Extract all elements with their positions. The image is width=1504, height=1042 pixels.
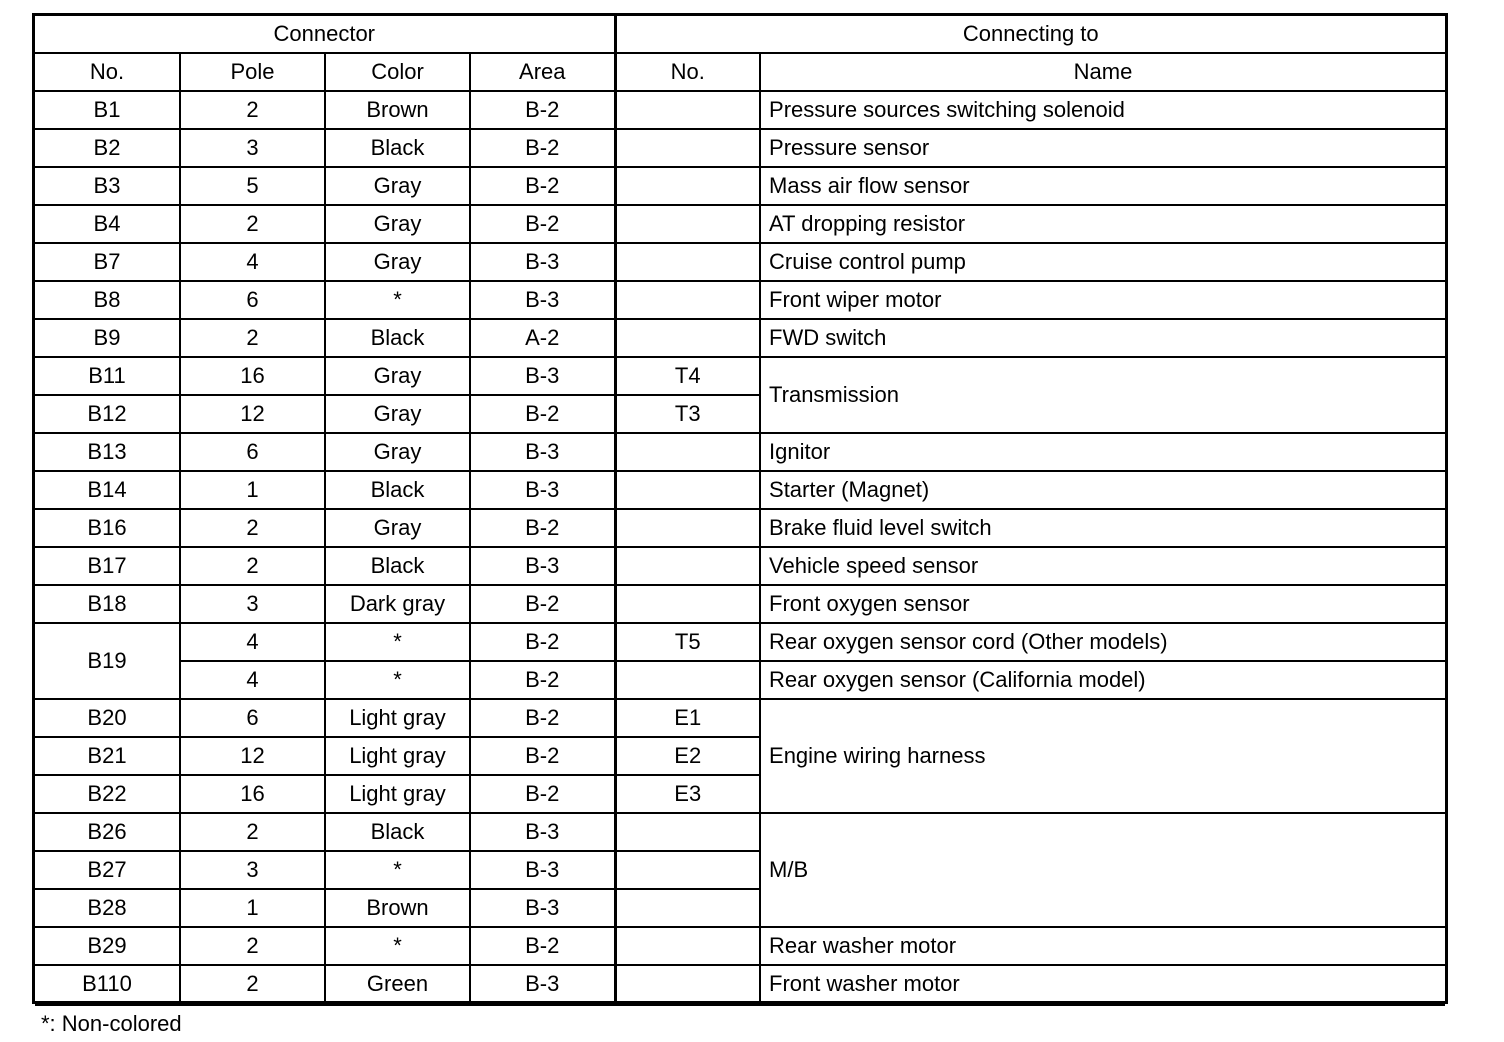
cell-color: * <box>325 623 470 661</box>
cell-color: Black <box>325 129 470 167</box>
cell-pole: 6 <box>180 433 325 471</box>
header-column-row <box>35 53 1445 91</box>
cell-pole: 3 <box>180 585 325 623</box>
cell-pole: 5 <box>180 167 325 205</box>
cell-no: B11 <box>35 357 180 395</box>
cell-no: B110 <box>35 965 180 1003</box>
cell-conn-no <box>615 661 760 699</box>
cell-color: Gray <box>325 243 470 281</box>
table-row <box>35 585 1445 623</box>
header-color: Color <box>325 53 470 91</box>
table-row <box>35 357 1445 395</box>
cell-color: * <box>325 281 470 319</box>
cell-conn-no <box>615 889 760 927</box>
cell-pole: 2 <box>180 547 325 585</box>
cell-conn-no: E2 <box>615 737 760 775</box>
cell-color: Brown <box>325 889 470 927</box>
cell-no: B12 <box>35 395 180 433</box>
cell-no: B18 <box>35 585 180 623</box>
cell-name: Front wiper motor <box>760 281 1445 319</box>
cell-name: Starter (Magnet) <box>760 471 1445 509</box>
cell-pole: 16 <box>180 775 325 813</box>
cell-no: B22 <box>35 775 180 813</box>
cell-no: B1 <box>35 91 180 129</box>
cell-conn-no <box>615 471 760 509</box>
table-row <box>35 927 1445 965</box>
cell-pole: 12 <box>180 737 325 775</box>
cell-color: * <box>325 927 470 965</box>
cell-area: B-2 <box>470 509 615 547</box>
cell-conn-no <box>615 585 760 623</box>
cell-pole: 3 <box>180 851 325 889</box>
cell-conn-no <box>615 813 760 851</box>
cell-conn-no <box>615 243 760 281</box>
header-no: No. <box>35 53 180 91</box>
cell-pole: 6 <box>180 281 325 319</box>
cell-conn-no <box>615 547 760 585</box>
cell-conn-no: E3 <box>615 775 760 813</box>
footnote: *: Non-colored <box>35 1004 1445 1040</box>
cell-name: Transmission <box>760 357 1445 433</box>
cell-name: Cruise control pump <box>760 243 1445 281</box>
cell-area: B-2 <box>470 129 615 167</box>
cell-area: B-2 <box>470 91 615 129</box>
cell-no: B7 <box>35 243 180 281</box>
table-row <box>35 965 1445 1003</box>
cell-conn-no: T4 <box>615 357 760 395</box>
cell-conn-no <box>615 91 760 129</box>
cell-no: B13 <box>35 433 180 471</box>
cell-name: Front oxygen sensor <box>760 585 1445 623</box>
cell-pole: 1 <box>180 889 325 927</box>
table-row <box>35 167 1445 205</box>
cell-name: AT dropping resistor <box>760 205 1445 243</box>
cell-color: Dark gray <box>325 585 470 623</box>
cell-color: Black <box>325 547 470 585</box>
cell-area: B-2 <box>470 737 615 775</box>
cell-pole: 2 <box>180 509 325 547</box>
cell-no: B14 <box>35 471 180 509</box>
cell-pole: 2 <box>180 319 325 357</box>
cell-conn-no <box>615 433 760 471</box>
cell-area: B-2 <box>470 699 615 737</box>
table-row <box>35 319 1445 357</box>
cell-conn-no <box>615 281 760 319</box>
cell-pole: 2 <box>180 965 325 1003</box>
cell-pole: 4 <box>180 243 325 281</box>
header-pole: Pole <box>180 53 325 91</box>
cell-no: B8 <box>35 281 180 319</box>
table-row <box>35 623 1445 661</box>
cell-pole: 4 <box>180 623 325 661</box>
cell-pole: 12 <box>180 395 325 433</box>
cell-no: B28 <box>35 889 180 927</box>
cell-area: B-3 <box>470 851 615 889</box>
cell-conn-no: T3 <box>615 395 760 433</box>
cell-area: B-3 <box>470 471 615 509</box>
cell-name: Engine wiring harness <box>760 699 1445 813</box>
header-connecting-to: Connecting to <box>615 16 1445 53</box>
cell-area: B-2 <box>470 623 615 661</box>
table-row <box>35 205 1445 243</box>
cell-no: B19 <box>35 623 180 699</box>
table-row <box>35 129 1445 167</box>
table-row <box>35 281 1445 319</box>
cell-area: B-3 <box>470 547 615 585</box>
cell-conn-no <box>615 851 760 889</box>
cell-conn-no <box>615 927 760 965</box>
cell-pole: 4 <box>180 661 325 699</box>
cell-no: B2 <box>35 129 180 167</box>
cell-color: * <box>325 851 470 889</box>
cell-no: B9 <box>35 319 180 357</box>
table-row <box>35 243 1445 281</box>
cell-name: Ignitor <box>760 433 1445 471</box>
cell-color: Black <box>325 471 470 509</box>
cell-name: Pressure sensor <box>760 129 1445 167</box>
cell-no: B3 <box>35 167 180 205</box>
cell-area: A-2 <box>470 319 615 357</box>
header-area: Area <box>470 53 615 91</box>
cell-name: Rear oxygen sensor cord (Other models) <box>760 623 1445 661</box>
cell-pole: 2 <box>180 813 325 851</box>
table-row <box>35 547 1445 585</box>
cell-no: B21 <box>35 737 180 775</box>
table-row <box>35 813 1445 851</box>
cell-area: B-2 <box>470 585 615 623</box>
cell-area: B-3 <box>470 965 615 1003</box>
cell-conn-no: T5 <box>615 623 760 661</box>
cell-name: Pressure sources switching solenoid <box>760 91 1445 129</box>
cell-name: Front washer motor <box>760 965 1445 1003</box>
cell-area: B-2 <box>470 661 615 699</box>
cell-color: Gray <box>325 167 470 205</box>
connector-table <box>35 16 1445 1004</box>
cell-no: B20 <box>35 699 180 737</box>
cell-conn-no <box>615 167 760 205</box>
cell-color: Gray <box>325 433 470 471</box>
cell-color: Gray <box>325 205 470 243</box>
cell-color: Light gray <box>325 775 470 813</box>
cell-pole: 6 <box>180 699 325 737</box>
cell-pole: 1 <box>180 471 325 509</box>
cell-color: Black <box>325 319 470 357</box>
cell-pole: 2 <box>180 205 325 243</box>
cell-name: Brake fluid level switch <box>760 509 1445 547</box>
cell-color: Light gray <box>325 699 470 737</box>
table-row <box>35 661 1445 699</box>
cell-name: Mass air flow sensor <box>760 167 1445 205</box>
cell-color: Gray <box>325 509 470 547</box>
cell-color: Light gray <box>325 737 470 775</box>
cell-no: B29 <box>35 927 180 965</box>
cell-color: * <box>325 661 470 699</box>
cell-color: Black <box>325 813 470 851</box>
connector-table-frame <box>32 13 1448 1036</box>
cell-area: B-2 <box>470 395 615 433</box>
cell-no: B4 <box>35 205 180 243</box>
cell-conn-no <box>615 319 760 357</box>
table-row <box>35 471 1445 509</box>
cell-area: B-3 <box>470 813 615 851</box>
cell-no: B26 <box>35 813 180 851</box>
cell-name: Rear oxygen sensor (California model) <box>760 661 1445 699</box>
cell-name: FWD switch <box>760 319 1445 357</box>
cell-color: Gray <box>325 395 470 433</box>
cell-color: Brown <box>325 91 470 129</box>
cell-area: B-3 <box>470 281 615 319</box>
cell-pole: 2 <box>180 91 325 129</box>
cell-conn-no <box>615 509 760 547</box>
cell-conn-no: E1 <box>615 699 760 737</box>
table-row <box>35 433 1445 471</box>
cell-no: B27 <box>35 851 180 889</box>
cell-color: Gray <box>325 357 470 395</box>
cell-pole: 16 <box>180 357 325 395</box>
cell-area: B-2 <box>470 205 615 243</box>
cell-name: M/B <box>760 813 1445 927</box>
cell-area: B-2 <box>470 775 615 813</box>
header-conn-no: No. <box>615 53 760 91</box>
cell-no: B16 <box>35 509 180 547</box>
header-name: Name <box>760 53 1445 91</box>
cell-conn-no <box>615 205 760 243</box>
table-row <box>35 91 1445 129</box>
cell-area: B-2 <box>470 167 615 205</box>
cell-no: B17 <box>35 547 180 585</box>
cell-area: B-3 <box>470 433 615 471</box>
cell-area: B-3 <box>470 357 615 395</box>
cell-color: Green <box>325 965 470 1003</box>
cell-name: Rear washer motor <box>760 927 1445 965</box>
cell-conn-no <box>615 129 760 167</box>
table-row <box>35 699 1445 737</box>
cell-area: B-3 <box>470 889 615 927</box>
cell-pole: 2 <box>180 927 325 965</box>
cell-pole: 3 <box>180 129 325 167</box>
cell-name: Vehicle speed sensor <box>760 547 1445 585</box>
cell-area: B-2 <box>470 927 615 965</box>
header-connector: Connector <box>35 16 615 53</box>
header-group-row <box>35 16 1445 53</box>
cell-conn-no <box>615 965 760 1003</box>
table-row <box>35 509 1445 547</box>
cell-area: B-3 <box>470 243 615 281</box>
